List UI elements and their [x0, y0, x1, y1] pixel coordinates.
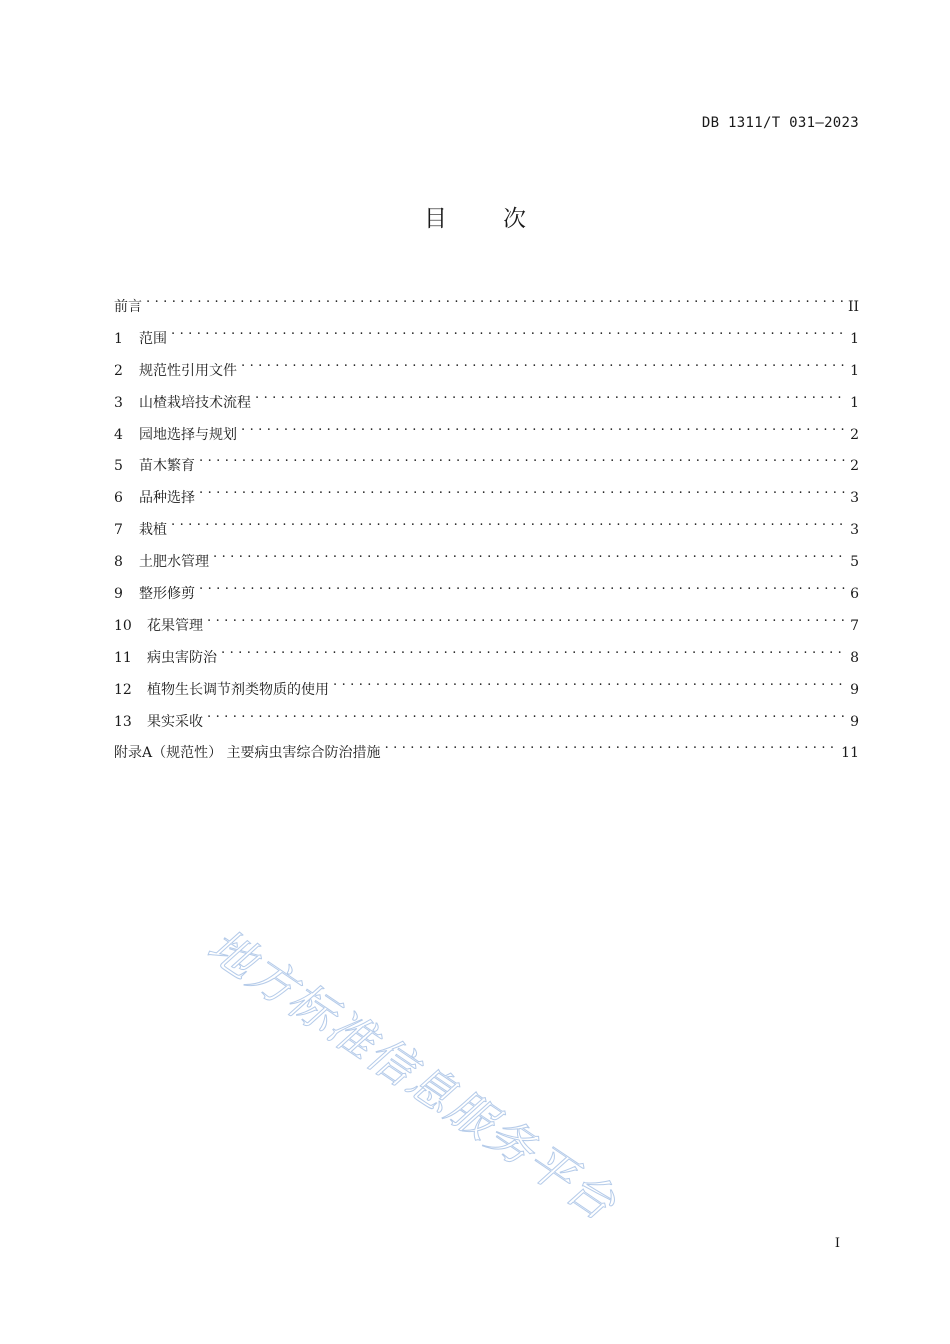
toc-entry-page: 8 — [850, 649, 859, 666]
toc-entry-label: 苗木繁育 — [139, 458, 195, 475]
toc-entry-page: 2 — [850, 426, 859, 443]
toc-entry-label: 植物生长调节剂类物质的使用 — [147, 681, 329, 698]
toc-entry[interactable] — [114, 670, 859, 702]
toc-dot-leader — [199, 574, 846, 598]
toc-dot-leader — [171, 510, 846, 534]
toc-entry-label: 果实采收 — [147, 713, 203, 730]
toc-dot-leader — [255, 383, 846, 407]
toc-dot-leader — [385, 733, 838, 757]
toc-entry-label: 病虫害防治 — [147, 649, 217, 666]
toc-entry-number: 13 — [114, 713, 132, 730]
toc-entry-number: 4 — [114, 426, 123, 443]
toc-dot-leader — [333, 670, 846, 694]
toc-dot-leader — [241, 351, 846, 375]
watermark: 地方标准信息服务平台 — [198, 918, 627, 1232]
toc-dot-leader — [241, 415, 846, 439]
toc-dot-leader — [171, 319, 846, 343]
toc-entry-page: 1 — [850, 362, 859, 379]
toc-entry[interactable] — [114, 319, 859, 351]
toc-dot-leader — [207, 702, 846, 726]
toc-entry-label: 规范性引用文件 — [139, 362, 237, 379]
table-of-contents — [114, 287, 859, 765]
toc-dot-leader — [221, 638, 846, 662]
toc-entry-page: 6 — [850, 586, 859, 603]
toc-entry-number: 8 — [114, 554, 123, 571]
toc-dot-leader — [207, 606, 846, 630]
toc-entry[interactable] — [114, 510, 859, 542]
toc-dot-leader — [199, 446, 846, 470]
toc-entry-label: 花果管理 — [147, 617, 203, 634]
toc-entry-number: 10 — [114, 617, 132, 634]
toc-entry-number: 12 — [114, 681, 132, 698]
toc-dot-leader — [146, 287, 844, 311]
toc-entry[interactable] — [114, 351, 859, 383]
toc-entry[interactable] — [114, 383, 859, 415]
toc-entry[interactable] — [114, 574, 859, 606]
toc-entry[interactable] — [114, 446, 859, 478]
toc-entry-number: 9 — [114, 586, 123, 603]
toc-entry-label: 前言 — [114, 299, 142, 315]
toc-entry-label: 附录A（规范性） 主要病虫害综合防治措施 — [114, 745, 381, 762]
toc-entry-number: 6 — [114, 490, 123, 507]
toc-entry[interactable] — [114, 415, 859, 447]
toc-entry-label: 土肥水管理 — [139, 554, 209, 571]
toc-entry-page: II — [847, 299, 859, 315]
toc-entry-page: 5 — [850, 554, 859, 571]
toc-entry-label: 整形修剪 — [139, 586, 195, 603]
toc-entry-number: 1 — [114, 330, 123, 347]
toc-entry-label: 栽植 — [139, 522, 167, 539]
toc-entry-page: 3 — [850, 522, 859, 539]
toc-dot-leader — [199, 478, 846, 502]
toc-entry-number: 5 — [114, 458, 123, 475]
toc-entry-page: 9 — [850, 681, 859, 698]
toc-entry-page: 11 — [841, 745, 859, 762]
toc-entry-number: 2 — [114, 362, 123, 379]
toc-entry[interactable] — [114, 638, 859, 670]
toc-entry-label: 范围 — [139, 330, 167, 347]
page-number: I — [834, 1236, 840, 1251]
toc-entry-page: 7 — [850, 617, 859, 634]
toc-entry-page: 3 — [850, 490, 859, 507]
toc-entry-page: 9 — [850, 713, 859, 730]
toc-entry-label: 山楂栽培技术流程 — [139, 394, 251, 411]
document-code: DB 1311/T 031—2023 — [701, 115, 859, 131]
toc-entry-number: 11 — [114, 649, 132, 666]
toc-entry-number: 7 — [114, 522, 123, 539]
page-title: 目次 — [424, 206, 582, 232]
toc-dot-leader — [213, 542, 846, 566]
toc-entry-label: 园地选择与规划 — [139, 426, 237, 443]
toc-entry[interactable] — [114, 287, 859, 319]
toc-entry[interactable] — [114, 606, 859, 638]
toc-entry-page: 2 — [850, 458, 859, 475]
toc-entry[interactable] — [114, 733, 859, 765]
toc-entry-page: 1 — [850, 394, 859, 411]
toc-entry-page: 1 — [850, 330, 859, 347]
toc-entry[interactable] — [114, 478, 859, 510]
toc-entry-number: 3 — [114, 394, 123, 411]
toc-entry-label: 品种选择 — [139, 490, 195, 507]
toc-entry[interactable] — [114, 542, 859, 574]
toc-entry[interactable] — [114, 702, 859, 734]
